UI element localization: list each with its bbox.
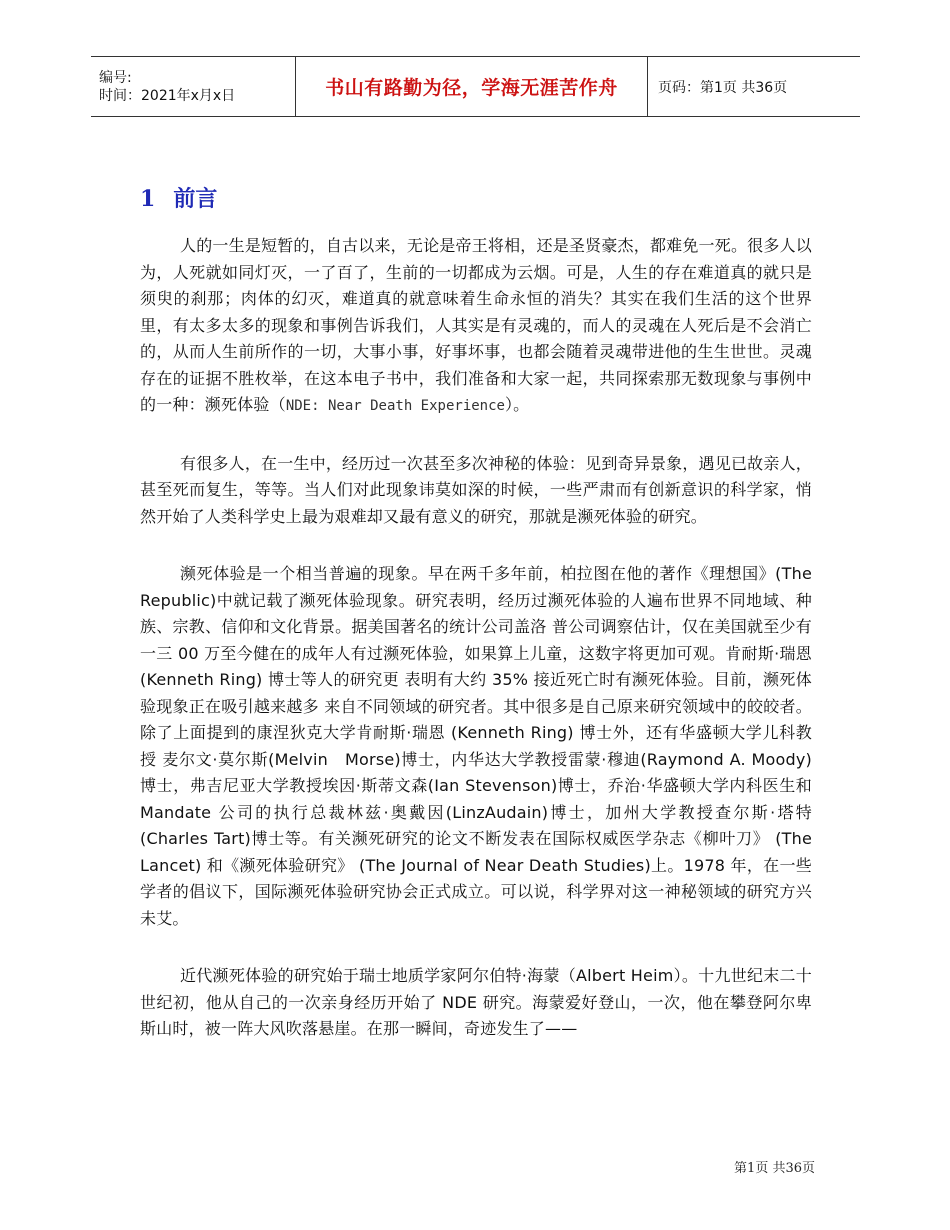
header-meta — [91, 57, 295, 116]
section-heading — [140, 184, 812, 214]
document-body — [140, 184, 812, 1074]
paragraph-1 — [140, 233, 812, 420]
footer-page-info: 第1页 共36页 — [734, 1161, 815, 1176]
paragraph-1-end: ）。 — [504, 395, 530, 414]
serial-label: 编号: — [99, 69, 132, 86]
section-number: 1 — [140, 186, 156, 212]
header-motto: 书山有路勤为径，学海无涯苦作舟 — [325, 77, 618, 99]
header-page-info: 页码：第1页 共36页 — [658, 79, 788, 96]
paragraph-3: 濒死体验是一个相当普遍的现象。早在两千多年前，柏拉图在他的著作《理想国》(The Republic)中就记载了濒死体验现象。研究表明，经历过濒死体验的人遍布世界不同地域、种族、宗教、信仰和文化背景。据美国著名的统计公司盖洛 普公司调察估计，仅在美国就至少有一三 00 万至今健在的成年人有过濒死体验，如果算上儿童，这数字将更加可观。肯耐斯·瑞恩 (Kenneth Ring) 博士等人的研究更 表明有大约 35% 接近死亡时有濒死体验。目前，濒死体验现象正在吸引越来越多 来自不同领域的研究者。其中很多是自己原来研究领域中的皎皎者。除了上面提到的康涅狄克大学肯耐斯·瑞恩 (Kenneth Ring) 博士外，还有华盛顿大学儿科教授 麦尔文·莫尔斯(Melvin Morse)博士，内华达大学教授雷蒙·穆迪(Raymond A. Moody)博士，弗吉尼亚大学教授埃因·斯蒂文森(Ian Stevenson)博士，乔治·华盛顿大学内科医生和 Mandate 公司的执行总裁林兹·奥戴因(LinzAudain)博士，加州大学教授查尔斯·塔特(Charles Tart)博士等。有关濒死研究的论文不断发表在国际权威医学杂志《柳叶刀》 (The Lancet) 和《濒死体验研究》 (The Journal of Near Death Studies)上。1978 年，在一些学者的倡议下，国际濒死体验研究协会正式成立。可以说，科学界对这一神秘领域的研究方兴未艾。 — [140, 564, 812, 928]
header-page-info-cell — [648, 57, 787, 116]
paragraph-2: 有很多人，在一生中，经历过一次甚至多次神秘的体验：见到奇异景象，遇见已故亲人，甚至死而复生，等等。当人们对此现象讳莫如深的时候，一些严肃而有创新意识的科学家，悄然开始了人类科学史上最为艰难却又最有意义的研究，那就是濒死体验的研究。 — [140, 453, 812, 526]
page-footer — [690, 1157, 815, 1176]
paragraph-1-text: 人的一生是短暂的，自古以来，无论是帝王将相，还是圣贤豪杰，都难免一死。很多人以为，人死就如同灯灭，一了百了，生前的一切都成为云烟。可是，人生的存在难道真的就只是须臾的刹那；肉体的幻灭，难道真的就意味着生命永恒的消失？其实在我们生活的这个世界里，有太多太多的现象和事例告诉我们，人其实是有灵魂的，而人的灵魂在人死后是不会消亡的，从而人生前所作的一切，大事小事，好事坏事，也都会随着灵魂带进他的生生世世。灵魂存在的证据不胜枚举，在这本电子书中，我们准备和大家一起，共同探索那无数现象与事例中的一种：濒死体验（ — [140, 236, 812, 414]
paragraph-4: 近代濒死体验的研究始于瑞士地质学家阿尔伯特·海蒙（Albert Heim）。十九世纪末二十世纪初，他从自己的一次亲身经历开始了 NDE 研究。海蒙爱好登山，一次，他在攀登阿尔卑斯山时，被一阵大风吹落悬崖。在那一瞬间，奇迹发生了—— — [140, 966, 812, 1038]
section-title: 前言 — [173, 186, 218, 212]
page-header — [91, 56, 860, 117]
header-motto-cell — [295, 57, 648, 116]
paragraph-1-english: NDE: Near Death Experience — [285, 398, 505, 414]
date-label: 时间：2021年x月x日 — [99, 87, 236, 104]
